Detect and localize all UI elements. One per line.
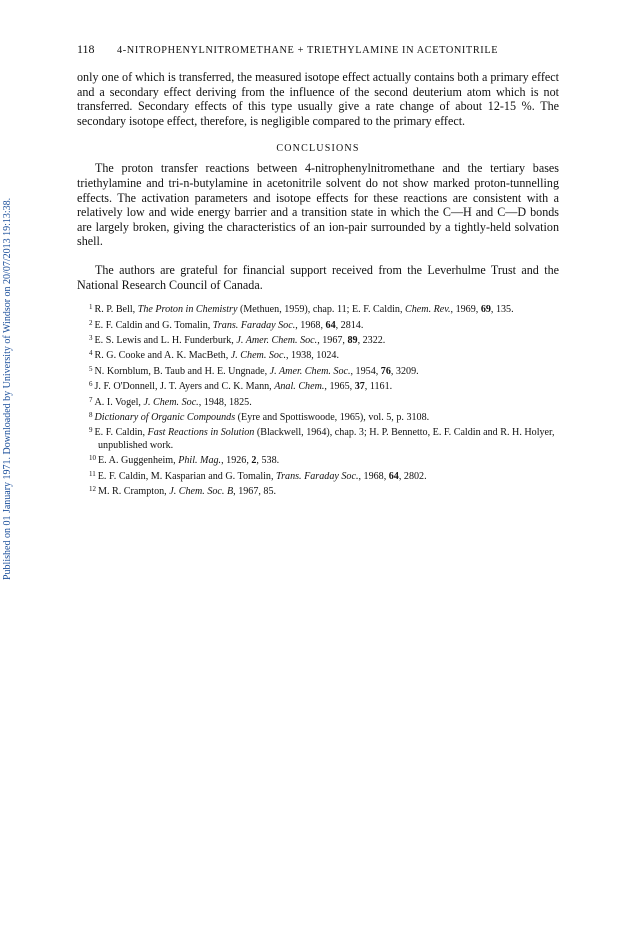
reference-volume: 76 <box>380 365 391 377</box>
reference-pages: , 2802. <box>398 470 427 482</box>
reference-pages: , 135. <box>490 304 514 316</box>
paragraph-1: only one of which is transferred, the measured isotope effect actually contains both a primary effect and a secondary effect deriving from the influence of the second deuterium atom which is not transferred. Secondary effects of this type usually give a rate change of about 12-15 %. The secondary isotope effect, therefore, is negligible compared to the primary effect. <box>77 70 559 128</box>
reference-pages: , 3209. <box>390 365 419 377</box>
reference-authors: N. Kornblum, B. Taub and H. E. Ungnade, <box>94 365 270 377</box>
reference-journal: J. Amer. Chem. Soc. <box>236 334 318 346</box>
reference-number: 1 <box>89 303 93 312</box>
reference-publisher: (Blackwell, 1964), chap. 3; H. P. Bennetto, E. F. Caldin and R. H. Holyer, unpublished work. <box>98 427 555 451</box>
reference-pages: , 2322. <box>357 334 386 346</box>
reference-journal: J. Chem. Soc. B <box>169 486 234 497</box>
reference-authors: A. I. Vogel, <box>94 396 144 408</box>
reference-year: , 1968, <box>358 470 389 482</box>
reference-year: , 1926, <box>221 455 252 467</box>
reference-year: , 1969, <box>450 304 481 316</box>
reference-number: 8 <box>89 410 93 419</box>
reference-journal: Trans. Faraday Soc. <box>212 319 296 331</box>
reference-title: The Proton in Chemistry <box>137 304 238 316</box>
reference-journal: J. Amer. Chem. Soc. <box>269 365 351 377</box>
reference-year: , 1968, <box>295 319 326 331</box>
reference-volume: 89 <box>347 334 358 346</box>
reference-authors: E. F. Caldin, M. Kasparian and G. Tomalin, <box>97 470 277 482</box>
reference-journal: J. Chem. Soc. <box>230 350 286 362</box>
reference-number: 9 <box>89 426 93 435</box>
reference-item <box>89 452 559 467</box>
download-watermark-text: Published on 01 January 1971. Downloaded by University of Windsor on 20/07/2013 19:13:38. <box>2 197 13 580</box>
reference-item <box>89 394 559 409</box>
reference-journal: J. Chem. Soc. <box>143 396 199 408</box>
reference-number: 5 <box>89 364 93 373</box>
reference-journal: Trans. Faraday Soc. <box>276 470 359 482</box>
reference-item <box>89 468 559 483</box>
reference-authors: R. P. Bell, <box>94 304 138 316</box>
reference-number: 10 <box>89 454 96 463</box>
acknowledgement: The authors are grateful for financial support received from the Leverhulme Trust and the National Research Council of Canada. <box>77 262 559 292</box>
reference-year: , 1965, <box>324 381 355 393</box>
section-title-conclusions: CONCLUSIONS <box>276 143 360 155</box>
reference-authors: E. F. Caldin, <box>94 427 148 439</box>
reference-number: 6 <box>89 380 93 389</box>
reference-number: 12 <box>89 485 96 493</box>
reference-volume: 69 <box>480 304 491 316</box>
reference-volume: 64 <box>325 319 336 331</box>
reference-volume: 64 <box>388 470 399 482</box>
reference-list <box>77 301 559 498</box>
page-header <box>77 42 559 60</box>
reference-year: , 1967, <box>317 334 348 346</box>
reference-volume: 37 <box>354 381 365 393</box>
reference-authors: J. F. O'Donnell, J. T. Ayers and C. K. Mann, <box>94 381 275 393</box>
reference-number: 11 <box>89 469 96 478</box>
reference-item <box>89 363 559 378</box>
reference-year: , 1948, 1825. <box>198 396 252 408</box>
reference-number: 7 <box>89 395 93 404</box>
reference-authors: M. R. Crampton, <box>98 486 170 497</box>
reference-authors: E. F. Caldin and G. Tomalin, <box>94 319 213 331</box>
reference-year: , 1954, <box>350 365 381 377</box>
reference-journal: Chem. Rev. <box>405 304 451 316</box>
reference-pages: , 538. <box>256 455 280 467</box>
reference-volume: 2 <box>251 455 257 467</box>
paragraph-conclusions: The proton transfer reactions between 4-nitrophenylnitromethane and the tertiary bases triethylamine and tri-n-butylamine in acetonitrile solvent do not show marked proton-tunnelling effects. The activation parameters and isotope effects for these reactions are consistent with a relatively low and wide energy barrier and a transition state in which the C—H and C—D bonds are largely broken, giving the characteristics of an ion-pair surrounded by a tightly-held solvation shell. <box>77 161 559 249</box>
reference-number: 3 <box>89 333 93 342</box>
reference-item <box>89 332 559 347</box>
reference-year: , 1938, 1024. <box>286 350 339 362</box>
reference-authors: E. A. Guggenheim, <box>98 455 179 467</box>
reference-item <box>89 378 559 393</box>
reference-journal: Phil. Mag. <box>178 455 222 467</box>
reference-pages: , 1161. <box>364 381 393 393</box>
reference-authors: E. S. Lewis and L. H. Funderburk, <box>94 334 237 346</box>
reference-authors: R. G. Cooke and A. K. MacBeth, <box>94 350 231 362</box>
reference-item <box>89 347 559 362</box>
reference-item <box>89 317 559 332</box>
reference-item <box>89 409 559 424</box>
reference-item <box>89 424 559 452</box>
reference-title: Dictionary of Organic Compounds <box>94 411 236 423</box>
download-watermark <box>2 160 16 580</box>
reference-year: , 1967, 85. <box>233 486 277 497</box>
reference-number: 2 <box>89 318 93 327</box>
running-head: 4-NITROPHENYLNITROMETHANE + TRIETHYLAMINE IN ACETONITRILE <box>117 45 499 56</box>
reference-journal: Anal. Chem. <box>274 381 325 393</box>
reference-title: Fast Reactions in Solution <box>147 427 255 439</box>
reference-publisher: (Methuen, 1959), chap. 11; E. F. Caldin, <box>237 304 406 316</box>
reference-item <box>89 483 559 498</box>
reference-publisher: (Eyre and Spottiswoode, 1965), vol. 5, p. 3108. <box>235 411 430 423</box>
reference-number: 4 <box>89 349 93 358</box>
reference-pages: , 2814. <box>335 319 364 331</box>
reference-item <box>89 301 559 316</box>
journal-page <box>77 42 559 498</box>
page-number: 118 <box>77 42 95 56</box>
